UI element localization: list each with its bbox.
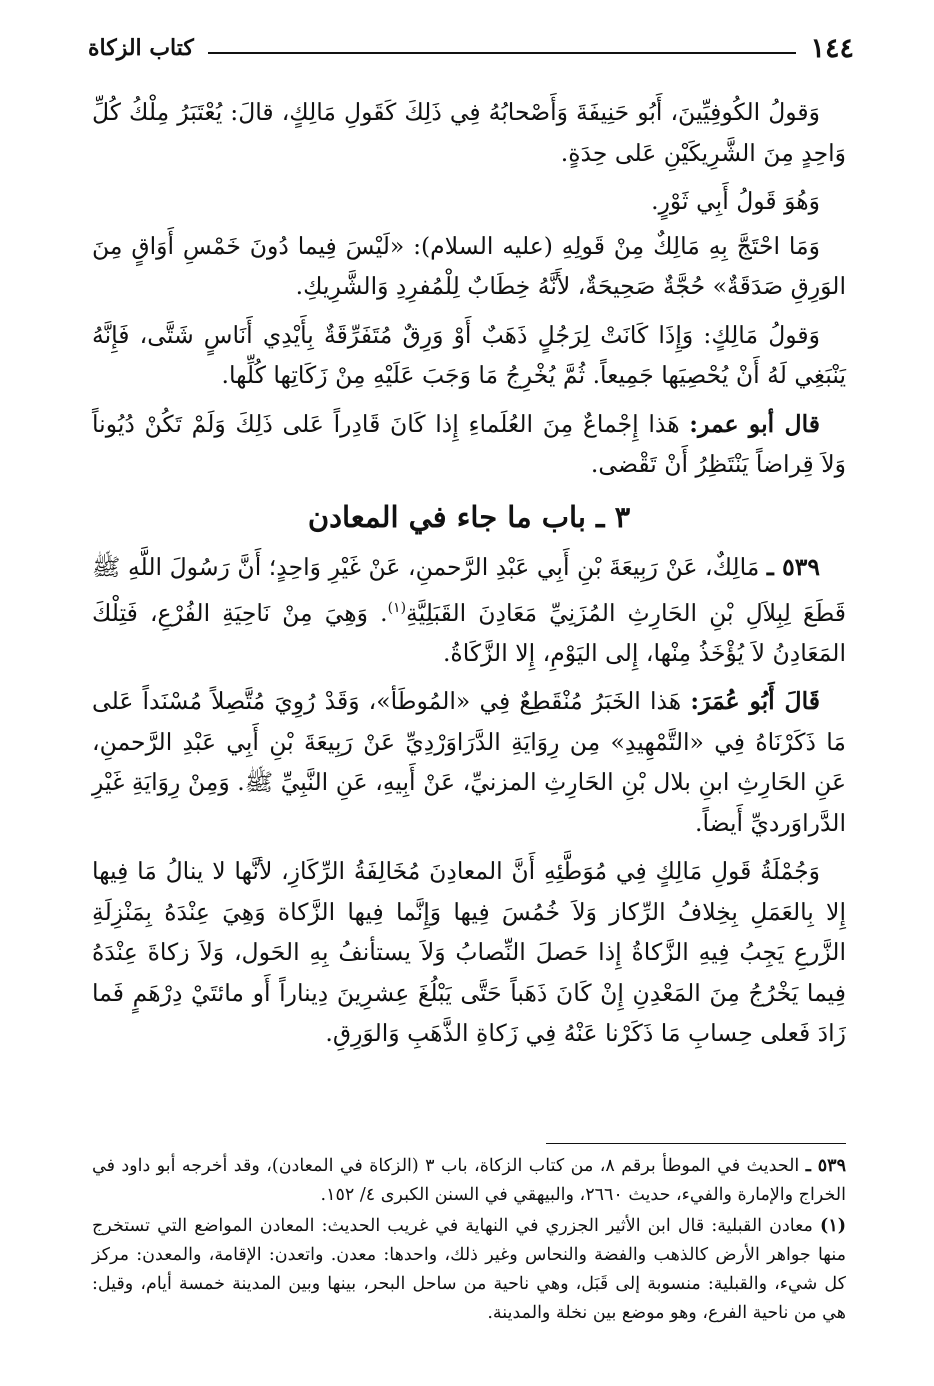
main-text [92, 92, 846, 1062]
paragraph-abu-thawr: وَهُوَ قَولُ أَبِي ثَوْرٍ. [651, 187, 820, 215]
paragraph-abu-umar-ijma [92, 404, 846, 485]
hadith-text-end: . وَهِيَ مِنْ نَاحِيَةِ الفُرْعِ، فَتِلْكَ المَعَادِنُ لاَ يُؤْخَذُ مِنْها، إِلى اليَوْمِ، إِلا الزَّكَاةُ. [92, 598, 846, 667]
footnote-ref: (١) [387, 599, 407, 616]
header-rule [208, 52, 797, 54]
paragraph-qawl-malik: وَقولُ مَالِكٍ: وَإِذَا كَانَتْ لِرَجُلٍ ذَهَبٌ أَوْ وَرِقٌ مُتَفَرِّقَةٌ بِأَيْدِي أَنَاسٍ شَتَّى، فَإِنَّهُ يَنْبَغِي لَهُ أَنْ يُحْصِيَها جَمِيعاً. ثُمَّ يُخْرِجُ مَا وَجَبَ عَلَيْهِ مِنْ زَكَاتِها كُلِّها. [92, 320, 846, 389]
book-title: كتاب الزكاة [88, 35, 194, 61]
chapter-title: ٣ ـ باب ما جاء في المعادن [307, 499, 631, 534]
paragraph-jumla: وَجُمْلَةُ قَولِ مَالِكٍ فِي مُوَطَّئِهِ أَنَّ المعادِنَ مُخَالِفَةُ الرِّكَازِ، لأنَّها لا ينالُ مَا فِيها إِلا بِالعَمَلِ بِخِلافُ الرِّكاز وَلاَ خُمُسَ فِيها وَإِنَّما فِيها الزَّكاة وَهِيَ عِنْدَهُ بِمَنْزِلَةِ الزَّرعِ يَجِبُ فِيهِ الزَّكاةُ إِذا حَصلَ النِّصابُ وَلاَ يستأنفُ بِهِ الحَول، وَلاَ زكاةَ عِنْدَهُ فِيما يَخْرُجُ مِنَ المَعْدِنِ إِنْ كَانَ ذَهَباً حَتَّى يَبْلُغَ عِشرِينَ دِيناراً أَو مائتَيْ دِرْهَمٍ فَما زَادَ فَعلى حِسابِ مَا ذَكَرْنا عَنْهُ فِي زَكاةِ الذَّهَبِ وَالوَرِقِ. [92, 857, 846, 1048]
paragraph-kufiyyin: وَقولُ الكُوفِيِّينَ، أَبُو حَنِيفَةَ وَأَصْحابُهُ فِي ذَلِكَ كَقَولِ مَالِكٍ، قالَ: يُعْتَبَرُ مِلْكُ كُلِّ وَاحِدٍ مِنَ الشَّرِيكَيْنِ عَلى حِدَةٍ. [92, 98, 846, 167]
speaker-label: قَالَ أَبُو عُمَرَ: [690, 687, 820, 716]
paragraph-abu-umar-khabar [92, 681, 846, 843]
speaker-label: قال أبو عمر: [689, 409, 820, 438]
hadith-number: ٥٣٩ ـ [766, 553, 820, 581]
running-header [88, 30, 854, 66]
hadith-text: مَالِكٌ، عَنْ رَبِيعَةَ بْنِ أَبِي عَبْدِ الرَّحمنِ، عَنْ غَيْرِ وَاحِدٍ؛ أَنَّ رَسُولَ اللَّهِ ﷺ قَطَعَ لِبِلاَلِ بْنِ الحَارِثِ المُزَنِيِّ مَعَادِنَ القَبَلِيَّةِ [92, 553, 846, 627]
footnotes [92, 1152, 846, 1330]
paragraph-text: هَذا الخَبَرُ مُنْقَطِعٌ فِي «المُوطَأ»، وَقَدْ رُوِيَ مُتَّصِلاً مُسْنَداً عَلى مَا ذَكَرْنَاهُ فِي «التَّمْهِيدِ» مِن رِوَايَةِ الدَّرَاوَرْدِيِّ عَنْ رَبِيعَةَ بْنِ أَبِي عَبْدِ الرَّحمنِ، عَنِ الحَارِثِ ابنِ بلال بْنِ الحَارِثِ المزنيِّ، عَنْ أَبِيهِ، عَنِ النَّبِيِّ ﷺ. وَمِنْ رِوَايَةِ غَيْرِ الدَّراوَرديِّ أَيضاً. [92, 687, 846, 837]
footnote-1 [92, 1212, 846, 1328]
footnote-mark: ٥٣٩ ـ [805, 1156, 846, 1176]
footnote-text: الحديث في الموطأ برقم ٨، من كتاب الزكاة، باب ٣ (الزكاة في المعادن)، وقد أخرجه أبو داود في الخراج والإمارة والفيء، حديث ٢٦٦٠، والبيهقي في السنن الكبرى ٤/ ١٥٢. [92, 1156, 846, 1205]
footnote-divider [546, 1143, 846, 1144]
paragraph-text: هَذا إِجْماعٌ مِنَ العُلَماءِ إِذا كَانَ قَادِراً عَلى ذَلِكَ وَلَمْ تَكُنْ دُيُوناً وَلاَ قِراضاً يَنْتَظِرُ أَنْ تَقْضى. [92, 409, 846, 478]
footnote-539 [92, 1152, 846, 1210]
footnote-mark: (١) [820, 1216, 846, 1236]
footnote-text: معادن القبلية: قال ابن الأثير الجزري في النهاية في غريب الحديث: المعادن المواضع التي تستخرج منها جواهر الأرض كالذهب والفضة والنحاس وغير ذلك، واحدها: معدن. واتعدن: الإقامة، والمعدن: مركز كل شيء، والقبلية: منسوبة إلى قَبَل، وهي ناحية من ساحل البحر، بينها وبين المدينة خمسة أيام، وقيل: هي من ناحية الفرع، وهو موضع بين نخلة والمدينة. [92, 1216, 846, 1323]
page-number: ١٤٤ [810, 32, 854, 64]
hadith-539 [92, 547, 846, 673]
paragraph-ihtajja: وَمَا احْتَجَّ بِهِ مَالِكٌ مِنْ قَولِهِ (عليه السلام): «لَيْسَ فِيما دُونَ خَمْسِ أَوَاقٍ مِنَ الوَرِقِ صَدَقَةٌ» حُجَّةٌ صَحِيحَةٌ، لأَنَّهُ خِطَابٌ لِلْمُفرِدِ وَالشَّرِيكِ. [92, 231, 846, 300]
